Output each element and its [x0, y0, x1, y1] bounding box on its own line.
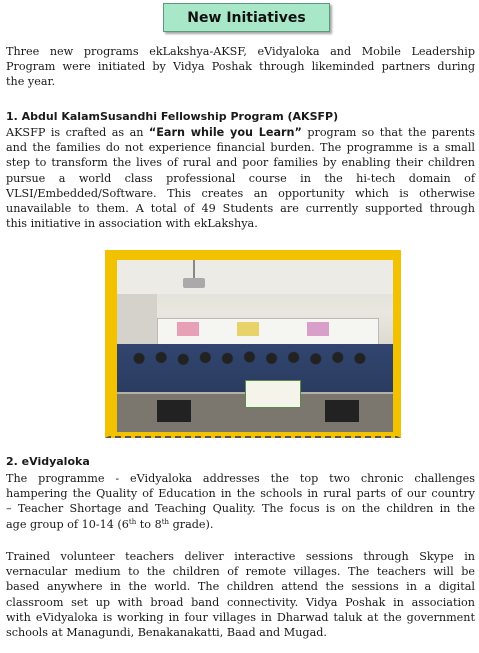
- intro-paragraph: [6, 44, 475, 90]
- section2-line: classroom set up with broad band connectivity. Vidya Poshak in association: [6, 595, 475, 609]
- section1-emphasis: “Earn while you Learn”: [148, 126, 302, 139]
- section2-line: [6, 517, 475, 532]
- group-photo: [105, 250, 401, 438]
- section1-line: this initiative in association with ekLakshya.: [6, 217, 258, 231]
- intro-line: Three new programs ekLakshya-AKSF, eVidyaloka and Mobile Leadership: [6, 45, 475, 58]
- section1-text: program so that the parents: [301, 126, 476, 139]
- section1-heading: 1. Abdul KalamSusandhi Fellowship Program (AKSFP): [6, 110, 339, 123]
- section2-paragraph-2: [6, 549, 475, 640]
- superscript: th: [128, 517, 137, 526]
- page-title: New Initiatives: [163, 3, 330, 32]
- section2-line: based anywhere in the world. The children attend the sessions in a digital: [6, 580, 475, 594]
- section1-line: and the families do not experience financial burden. The programme is a small: [6, 141, 475, 155]
- section2-line: The programme - eVidyaloka addresses the top two chronic challenges: [6, 472, 475, 485]
- section1-line: [6, 125, 475, 140]
- section2-text: age group of 10-14 (6: [6, 517, 129, 531]
- section2-line: vernacular medium to the children of remote villages. The teachers will be: [6, 565, 475, 579]
- section2-line: with eVidyaloka is working in four villages in Dharwad taluk at the government: [6, 610, 475, 624]
- section2-heading: 2. eVidyaloka: [6, 455, 90, 468]
- intro-line: Program were initiated by Vidya Poshak through likeminded partners during: [6, 60, 475, 74]
- banner-image: [245, 380, 301, 408]
- section1-text: AKSFP is crafted as an: [6, 126, 149, 139]
- section2-line: hampering the Quality of Education in the schools in rural parts of our country: [6, 487, 475, 501]
- section2-line: schools at Managundi, Benakanakatti, Baad and Mugad.: [6, 626, 327, 640]
- section1-paragraph: [6, 125, 475, 231]
- superscript: th: [161, 517, 170, 526]
- section1-line: unavailable to them. A total of 49 Students are currently supported through: [6, 202, 475, 216]
- section1-line: pursue a world class professional course in the hi-tech domain of: [6, 171, 475, 185]
- classroom-photo: [117, 260, 393, 432]
- section1-line: VLSI/Embedded/Software. This creates an opportunity which is otherwise: [6, 186, 475, 200]
- section2-text: grade).: [169, 517, 214, 531]
- section2-text: to 8: [136, 517, 162, 531]
- section2-line: – Teacher Shortage and Teaching Quality. The focus is on the children in the: [6, 502, 475, 516]
- section1-line: step to transform the lives of rural and poor families by enabling their children: [6, 156, 475, 170]
- intro-line: the year.: [6, 75, 56, 89]
- section2-line: Trained volunteer teachers deliver interactive sessions through Skype in: [6, 550, 475, 563]
- section2-paragraph-1: [6, 471, 475, 532]
- projector-icon: [183, 278, 205, 288]
